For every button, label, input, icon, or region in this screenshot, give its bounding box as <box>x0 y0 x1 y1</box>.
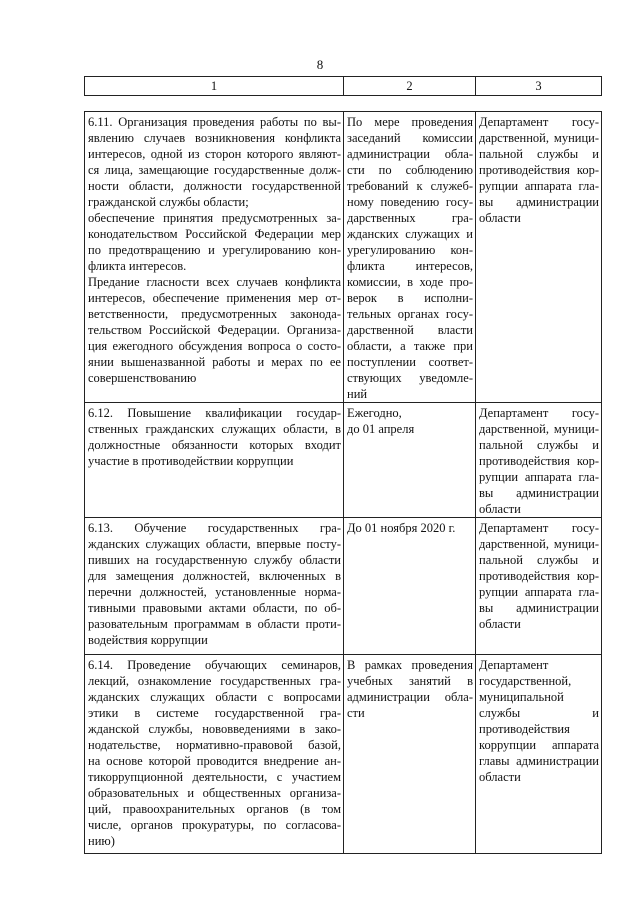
cell-text-line: администрации обла- <box>347 147 473 161</box>
table-cell-col3 <box>476 518 602 655</box>
cell-text-line: До 01 ноября 2020 г. <box>347 521 456 535</box>
cell-text-line: пальной службы и <box>479 553 599 567</box>
table-cell-col1 <box>85 518 344 655</box>
cell-text-line: ствующих уведомле- <box>347 371 473 385</box>
table-cell-col3 <box>476 403 602 518</box>
cell-text-line: области <box>479 211 521 225</box>
cell-text-line: поступлении соответ- <box>347 355 473 369</box>
cell-text-line: противодействия <box>479 722 570 736</box>
column-number-header <box>84 76 602 96</box>
cell-text-line: Департамент <box>479 658 549 672</box>
cell-text-line: дарственных гра- <box>347 211 473 225</box>
cell-text-line: области <box>479 617 521 631</box>
cell-text-line: жданских служащих области с вопросами <box>88 690 341 704</box>
cell-text-line: разовательным программам в области проти- <box>88 617 341 631</box>
cell-text-line: коррупции аппарата <box>479 738 599 752</box>
cell-text-line: тельством Российской Федерации. Организа- <box>88 323 341 337</box>
cell-text-line: ция ежегодного обсуждения вопроса о состо- <box>88 339 341 353</box>
cell-text-line: противодействия кор- <box>479 569 599 583</box>
cell-text-line: муниципальной <box>479 690 564 704</box>
cell-text-line: должностные обязанности которых входит <box>88 438 341 452</box>
cell-text-line: верок в исполни- <box>347 291 473 305</box>
header-row <box>85 77 602 96</box>
cell-text-line: ветственности, предусмотренных законода- <box>88 307 341 321</box>
table-row <box>85 112 602 403</box>
column-header-3: 3 <box>476 77 602 96</box>
cell-text-line: жданской службы, нововведениями в зако- <box>88 722 341 736</box>
cell-text-line: дарственной власти <box>347 323 473 337</box>
cell-text-line: гражданской службы области; <box>88 195 249 209</box>
cell-text-line: нодательстве, нормативно-правовой базой, <box>88 738 341 752</box>
cell-text-line: тельных органах госу- <box>347 307 473 321</box>
cell-text-line: тивными правовыми актами области, по об- <box>88 601 341 615</box>
cell-text-line: рупции аппарата гла- <box>479 470 599 484</box>
cell-text-line: сти <box>347 706 365 720</box>
cell-text-line: Департамент госу- <box>479 115 599 129</box>
cell-text-line: рупции аппарата гла- <box>479 585 599 599</box>
cell-text-line: ному поведению госу- <box>347 195 473 209</box>
table-row <box>85 518 602 655</box>
cell-text-line: перечни должностей, установленные норма- <box>88 585 341 599</box>
cell-text-line: Департамент госу- <box>479 406 599 420</box>
column-header-2: 2 <box>344 77 476 96</box>
cell-text-line: области, а также при <box>347 339 473 353</box>
cell-text-line: противодействия кор- <box>479 163 599 177</box>
cell-text-line: фликта интересов. <box>88 259 187 273</box>
page-number: 8 <box>316 57 324 72</box>
cell-text-line: 6.11. Организация проведения работы по вы- <box>88 115 341 129</box>
cell-text-line: вы администрации <box>479 195 599 209</box>
cell-text-line: жданских служащих и <box>347 227 473 241</box>
table-cell-col3 <box>476 112 602 403</box>
table-cell-col2 <box>344 518 476 655</box>
table-row <box>85 403 602 518</box>
cell-text-line: участие в противодействии коррупции <box>88 454 294 468</box>
cell-text-line: числе, органов прокуратуры, по согласова- <box>88 818 341 832</box>
cell-text-line: явлению случаев возникновения конфликта <box>88 131 341 145</box>
cell-text-line: пальной службы и <box>479 147 599 161</box>
cell-text-line: ности области, должности государственной <box>88 179 341 193</box>
cell-text-line: вы администрации <box>479 486 599 500</box>
cell-text-line: В рамках проведения <box>347 658 473 672</box>
table-cell-col2 <box>344 403 476 518</box>
cell-text-line: на основе которой проводится внедрение ан- <box>88 754 341 768</box>
cell-text-line: рупции аппарата гла- <box>479 179 599 193</box>
cell-text-line: пивших на государственную службу области <box>88 553 341 567</box>
cell-text-line: администрации обла- <box>347 690 473 704</box>
cell-text-line: обеспечение принятия предусмотренных за- <box>88 211 341 225</box>
cell-text-line: интересов, одной из сторон которого являют- <box>88 147 341 161</box>
cell-text-line: янии вышеназванной работы и мерах по ее <box>88 355 341 369</box>
cell-text-line: 6.12. Повышение квалификации государ- <box>88 406 341 420</box>
cell-text-line: пальной службы и <box>479 438 599 452</box>
cell-text-line: дарственной, муници- <box>479 537 599 551</box>
cell-text-line: этики в системе государственной гра- <box>88 706 341 720</box>
cell-text-line: нию) <box>88 834 115 848</box>
cell-text-line: ний <box>347 387 368 401</box>
cell-text-line: комиссии, в ходе про- <box>347 275 473 289</box>
cell-text-line: фликта интересов, <box>347 259 473 273</box>
cell-text-line: водействия коррупции <box>88 633 208 647</box>
cell-text-line: ся лица, замещающие государственные долж- <box>88 163 341 177</box>
cell-text-line: для замещения должностей, включенных в <box>88 569 341 583</box>
cell-text-line: службы и <box>479 706 599 720</box>
cell-text-line: главы администрации <box>479 754 599 768</box>
cell-text-line: заседаний комиссии <box>347 131 473 145</box>
cell-text-line: ственных гражданских служащих области, в <box>88 422 341 436</box>
cell-text-line: противодействия кор- <box>479 454 599 468</box>
cell-text-line: дарственной, муници- <box>479 422 599 436</box>
cell-text-line: 6.14. Проведение обучающих семинаров, <box>88 658 341 672</box>
cell-text-line: до 01 апреля <box>347 422 415 436</box>
cell-text-line: области <box>479 770 521 784</box>
cell-text-line: дарственной, муници- <box>479 131 599 145</box>
cell-text-line: Департамент госу- <box>479 521 599 535</box>
cell-text-line: образовательных и общественных организа- <box>88 786 341 800</box>
table-cell-col2 <box>344 655 476 854</box>
cell-text-line: области <box>479 502 521 516</box>
cell-text-line: Предание гласности всех случаев конфликта <box>88 275 341 289</box>
table-cell-col1 <box>85 403 344 518</box>
cell-text-line: жданских служащих области, впервые посту- <box>88 537 341 551</box>
cell-text-line: вы администрации <box>479 601 599 615</box>
cell-text-line: ций, правоохранительных органов (в том <box>88 802 341 816</box>
table-cell-col2 <box>344 112 476 403</box>
cell-text-line: лекций, ознакомление государственных гра- <box>88 674 341 688</box>
cell-text-line: Ежегодно, <box>347 406 402 420</box>
cell-text-line: конодательством Российской Федерации мер <box>88 227 341 241</box>
cell-text-line: учебных занятий в <box>347 674 473 688</box>
table-cell-col1 <box>85 112 344 403</box>
cell-text-line: интересов, обеспечение применения мер от- <box>88 291 341 305</box>
column-header-1: 1 <box>85 77 344 96</box>
cell-text-line: 6.13. Обучение государственных гра- <box>88 521 341 535</box>
cell-text-line: урегулированию кон- <box>347 243 473 257</box>
cell-text-line: По мере проведения <box>347 115 473 129</box>
cell-text-line: сти по соблюдению <box>347 163 473 177</box>
cell-text-line: по предотвращению и урегулированию кон- <box>88 243 341 257</box>
cell-text-line: государственной, <box>479 674 572 688</box>
measures-table-body <box>85 112 602 854</box>
cell-text-line: совершенствованию <box>88 371 197 385</box>
cell-text-line: требований к служеб- <box>347 179 473 193</box>
measures-table <box>84 111 602 854</box>
table-cell-col3 <box>476 655 602 854</box>
table-row <box>85 655 602 854</box>
table-cell-col1 <box>85 655 344 854</box>
cell-text-line: тикоррупционной деятельности, с участием <box>88 770 341 784</box>
